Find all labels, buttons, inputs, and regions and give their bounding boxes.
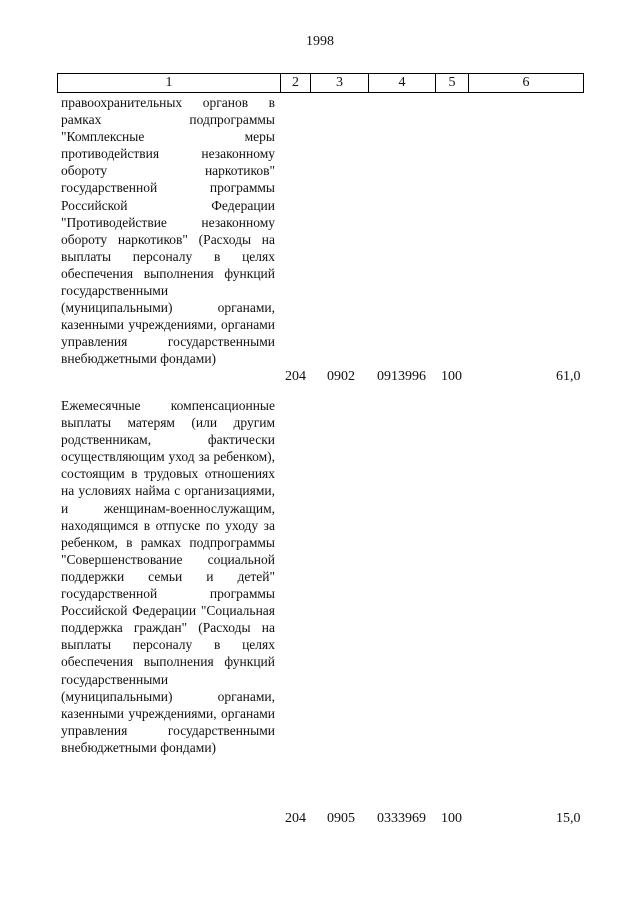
table-header bbox=[57, 73, 584, 93]
row-value-col2: 204 bbox=[285, 369, 306, 384]
row-value-col6: 15,0 bbox=[556, 811, 581, 826]
header-col-3: 3 bbox=[310, 74, 368, 92]
header-col-6: 6 bbox=[468, 74, 583, 92]
page-number: 1998 bbox=[306, 34, 334, 49]
table-row-description bbox=[61, 397, 275, 756]
header-col-5: 5 bbox=[435, 74, 468, 92]
row-value-col4: 0913996 bbox=[377, 369, 426, 384]
row-text-last-line: внебюджетными фондами) bbox=[61, 351, 217, 367]
row-value-col3: 0905 bbox=[327, 811, 355, 826]
header-col-2: 2 bbox=[280, 74, 310, 92]
row-text: правоохранительных органов в рамках подпрограммы "Комплексные меры противодействия незаконному обороту наркотиков" государственной программы Российской Федерации "Противодействие незаконному обороту наркотиков" (Расходы на выплаты персоналу в целях обеспечения выполнения функций государственными (муниципальными) органами, казенными учреждениями, органами управления государственными bbox=[61, 95, 275, 350]
row-text: Ежемесячные компенсационные выплаты матерям (или другим родственникам, фактически осуществляющим уход за ребенком), состоящим в трудовых отношениях на условиях найма с организациями, и женщинам-военнослужащим, находящимся в отпуске по уходу за ребенком, в рамках подпрограммы "Совершенствование социальной поддержки семьи и детей" государственной программы Российской Федерации "Социальная поддержка граждан" (Расходы на выплаты персоналу в целях обеспечения выполнения функций государственными (муниципальными) органами, казенными учреждениями, органами управления государственными bbox=[61, 398, 275, 738]
table-row-description bbox=[61, 94, 275, 368]
row-value-col6: 61,0 bbox=[556, 369, 581, 384]
header-col-4: 4 bbox=[368, 74, 435, 92]
row-value-col5: 100 bbox=[441, 811, 462, 826]
row-value-col4: 0333969 bbox=[377, 811, 426, 826]
row-value-col3: 0902 bbox=[327, 369, 355, 384]
row-value-col5: 100 bbox=[441, 369, 462, 384]
header-col-1: 1 bbox=[165, 75, 173, 90]
row-value-col2: 204 bbox=[285, 811, 306, 826]
row-text-last-line: внебюджетными фондами) bbox=[61, 739, 217, 755]
